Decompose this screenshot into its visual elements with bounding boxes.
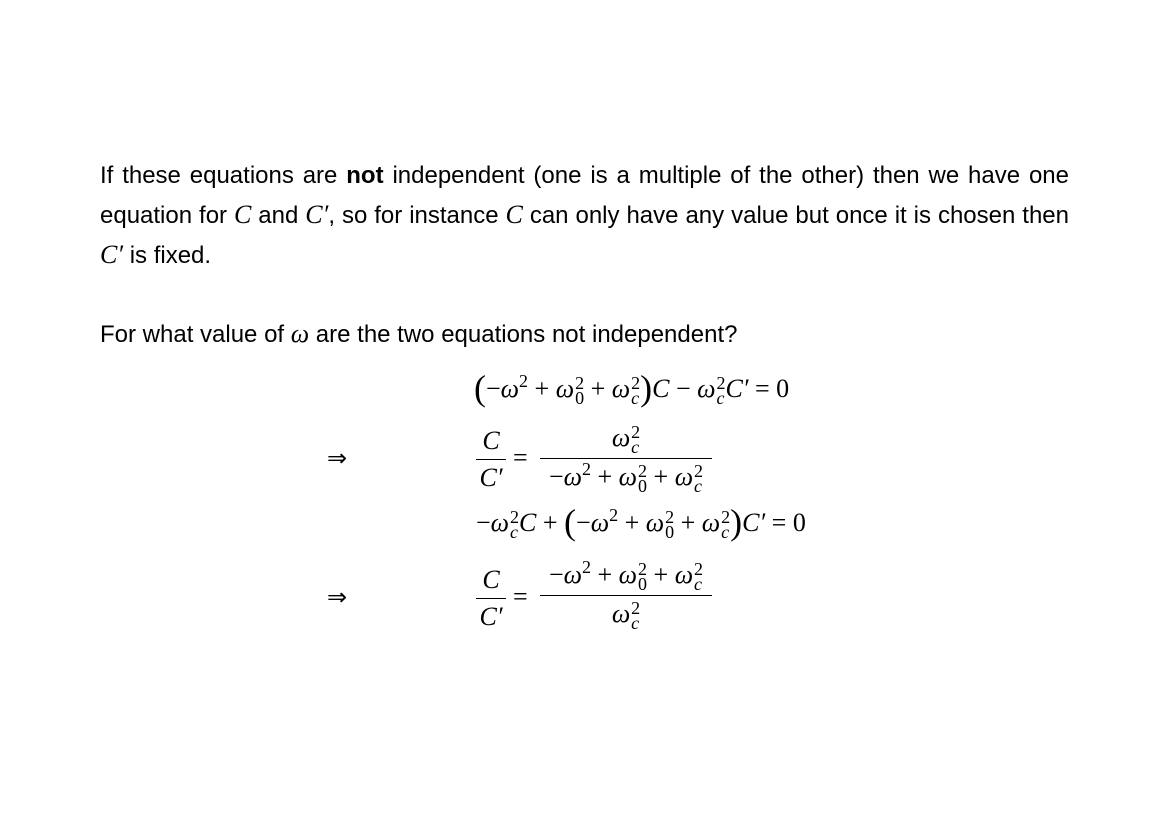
math-C-prime: C′: [100, 240, 124, 269]
implies-arrow-1: ⇒: [327, 444, 348, 472]
text: For what value of: [100, 321, 291, 348]
text: is fixed.: [123, 242, 212, 269]
equals-sign-1: =: [513, 443, 528, 472]
text: and: [251, 202, 306, 229]
equation-2: −ω 2 c $C + (-\omega^2 + \omega$ 2 0 + ω 2 c )C′ = 0: [476, 502, 806, 543]
fraction-C-over-Cprime-2: C C′: [476, 565, 506, 632]
fraction-rhs-1: ω 2 c $-\omega^2 + \omega$ 2 0 + ω 2 c: [540, 423, 712, 494]
math-omega: ω: [290, 319, 310, 348]
math-C: C: [505, 200, 523, 229]
text: , so for instance: [328, 202, 506, 229]
fraction-rhs-2: $-\omega^2 + \omega$ 2 0 + ω 2 c ω 2 c: [540, 560, 712, 631]
math-C: C: [234, 200, 252, 229]
equation-1: ($-\omega^2 + \omega$ 2 0 + ω 2 c )C − ω 2 c C′ = 0: [474, 368, 790, 409]
text: independent (one is a multiple of the other) then we have one equation for: [100, 162, 1069, 229]
math-C-prime: C′: [305, 200, 329, 229]
bold-not: not: [346, 162, 384, 189]
fraction-C-over-Cprime-1: C C′: [476, 426, 506, 493]
text: are the two equations not independent?: [309, 321, 738, 348]
text: can only have any value but once it is chosen then: [522, 202, 1069, 229]
text: If these equations are: [100, 162, 347, 189]
paragraph-not-independent: [100, 156, 1069, 275]
equals-sign-2: =: [513, 582, 528, 611]
implies-arrow-2: ⇒: [327, 583, 348, 611]
question: [100, 314, 1069, 354]
